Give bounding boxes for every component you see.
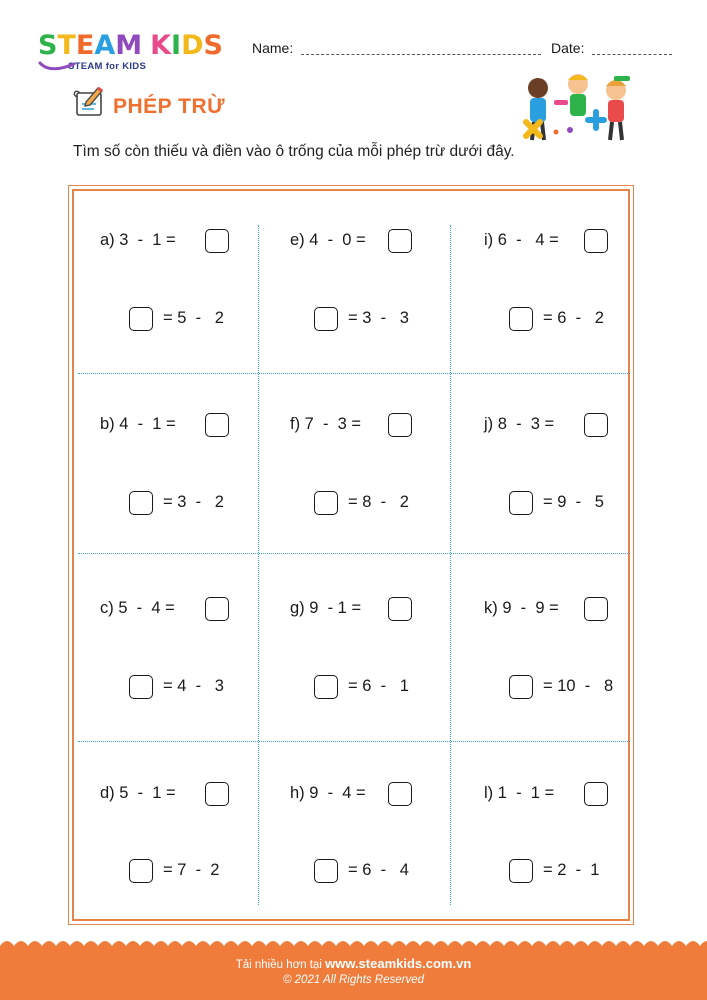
answer-box[interactable] — [584, 597, 608, 621]
logo-letter: E — [75, 30, 95, 61]
grid-divider — [78, 373, 630, 374]
problem-bottom-equation: = 6 - 2 — [543, 309, 604, 327]
footer-link-line — [0, 956, 707, 971]
answer-box[interactable] — [205, 782, 229, 806]
name-field[interactable] — [301, 54, 541, 55]
date-field[interactable] — [592, 54, 672, 55]
answer-box[interactable] — [509, 307, 533, 331]
problem-bottom-equation: = 10 - 8 — [543, 677, 614, 695]
answer-box[interactable] — [388, 597, 412, 621]
problem-bottom-equation: = 8 - 2 — [348, 493, 409, 511]
answer-box[interactable] — [388, 229, 412, 253]
answer-box[interactable] — [509, 859, 533, 883]
problem-top-equation: j) 8 - 3 = — [484, 415, 555, 433]
name-label: Name: — [252, 40, 294, 56]
logo-letter: S — [203, 30, 223, 61]
problem-top-equation: k) 9 - 9 = — [484, 599, 559, 617]
problem-top-equation: g) 9 - 1 = — [290, 599, 362, 617]
answer-box[interactable] — [205, 229, 229, 253]
logo-letter: S — [38, 30, 58, 61]
problem-bottom-equation: = 6 - 4 — [348, 861, 409, 879]
problem-top-equation: d) 5 - 1 = — [100, 784, 176, 802]
problem-bottom-equation: = 7 - 2 — [163, 861, 220, 879]
answer-box[interactable] — [205, 413, 229, 437]
logo-tagline: STEAM for KIDS — [68, 61, 147, 72]
problem-bottom-equation: = 2 - 1 — [543, 861, 600, 879]
answer-box[interactable] — [584, 782, 608, 806]
problem-top-equation: l) 1 - 1 = — [484, 784, 555, 802]
logo-letter: D — [181, 30, 204, 61]
logo-letter: M — [115, 30, 143, 61]
problem-bottom-equation: = 9 - 5 — [543, 493, 604, 511]
notepad-pencil-icon — [72, 86, 108, 120]
problem-top-equation: e) 4 - 0 = — [290, 231, 366, 249]
answer-box[interactable] — [584, 229, 608, 253]
problem-bottom-equation: = 4 - 3 — [163, 677, 224, 695]
logo-letter: T — [57, 30, 76, 61]
answer-box[interactable] — [314, 307, 338, 331]
footer-link[interactable]: www.steamkids.com.vn — [325, 956, 472, 971]
problem-top-equation: b) 4 - 1 = — [100, 415, 176, 433]
page-title: PHÉP TRỪ — [113, 95, 226, 118]
grid-divider — [258, 225, 259, 905]
problem-bottom-equation: = 5 - 2 — [163, 309, 224, 327]
answer-box[interactable] — [388, 782, 412, 806]
answer-box[interactable] — [388, 413, 412, 437]
grid-divider — [78, 553, 630, 554]
logo-letter: K — [150, 30, 172, 61]
grid-divider — [78, 741, 630, 742]
copyright: © 2021 All Rights Reserved — [282, 974, 424, 986]
answer-box[interactable] — [314, 675, 338, 699]
problem-bottom-equation: = 3 - 3 — [348, 309, 409, 327]
logo-swoosh-icon — [38, 60, 78, 74]
logo-wordmark — [38, 32, 223, 60]
answer-box[interactable] — [129, 859, 153, 883]
problem-top-equation: h) 9 - 4 = — [290, 784, 366, 802]
answer-box[interactable] — [509, 675, 533, 699]
problem-bottom-equation: = 6 - 1 — [348, 677, 409, 695]
problem-top-equation: a) 3 - 1 = — [100, 231, 176, 249]
answer-box[interactable] — [129, 491, 153, 515]
problem-bottom-equation: = 3 - 2 — [163, 493, 224, 511]
problem-top-equation: c) 5 - 4 = — [100, 599, 175, 617]
logo-letter: I — [171, 30, 182, 61]
kids-math-illustration-icon — [518, 70, 638, 150]
answer-box[interactable] — [314, 859, 338, 883]
logo-letter: A — [94, 30, 116, 61]
worksheet-frame — [72, 189, 630, 921]
instructions: Tìm số còn thiếu và điền vào ô trống của mỗi phép trừ dưới đây. — [73, 143, 515, 160]
answer-box[interactable] — [509, 491, 533, 515]
grid-divider — [450, 225, 451, 905]
answer-box[interactable] — [314, 491, 338, 515]
answer-box[interactable] — [205, 597, 229, 621]
answer-box[interactable] — [129, 307, 153, 331]
date-label: Date: — [551, 40, 585, 56]
problem-top-equation: f) 7 - 3 = — [290, 415, 362, 433]
answer-box[interactable] — [584, 413, 608, 437]
problem-top-equation: i) 6 - 4 = — [484, 231, 559, 249]
answer-box[interactable] — [129, 675, 153, 699]
footer-prefix: Tải nhiều hơn tại — [235, 959, 322, 971]
